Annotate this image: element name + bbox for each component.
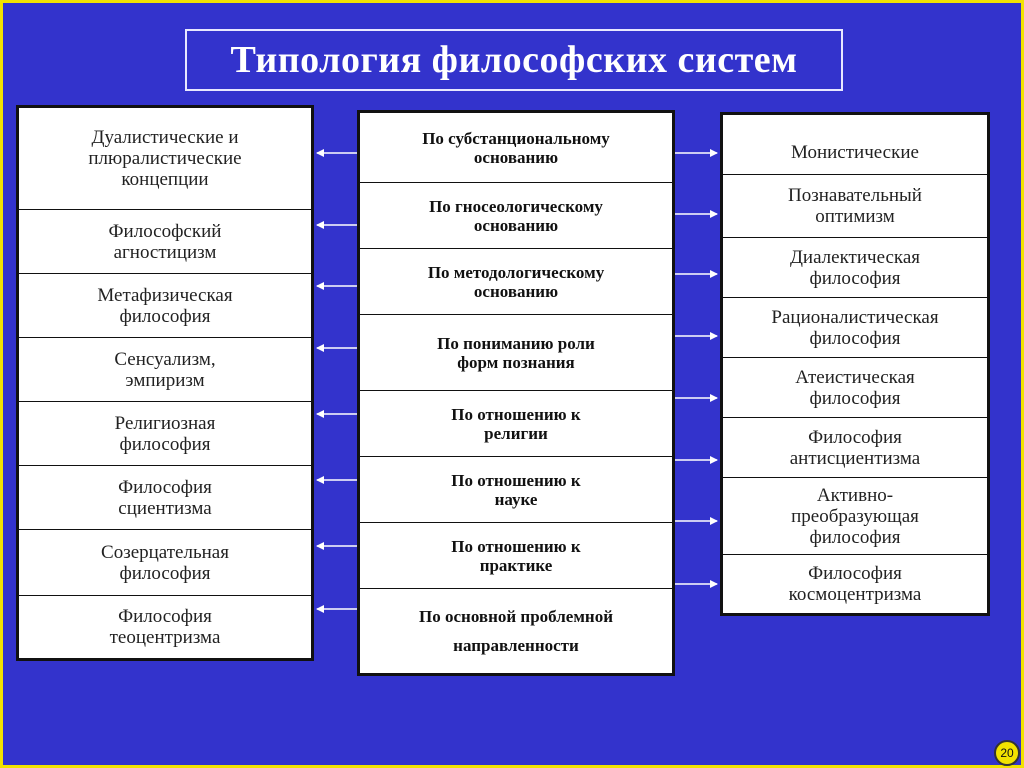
middle-item-2: [360, 183, 672, 249]
middle-item-label: По отношению к науке: [451, 470, 581, 509]
left-item-label: Религиозная философия: [114, 412, 216, 455]
left-item-6: [19, 466, 311, 530]
left-item-label: Метафизическая философия: [97, 284, 233, 327]
left-item-label: Сенсуализм, эмпиризм: [114, 348, 216, 391]
right-item-7: [723, 478, 987, 555]
right-column: [720, 112, 990, 616]
right-item-3: [723, 238, 987, 298]
left-item-label: Философия теоцентризма: [109, 606, 221, 648]
slide-title: Типология философских систем: [185, 29, 843, 91]
middle-item-label: По гносеологическому основанию: [429, 196, 603, 235]
left-item-4: [19, 338, 311, 402]
right-item-label: Монистические: [791, 142, 919, 163]
middle-column: [357, 110, 675, 676]
right-item-label: Философия антисциентизма: [789, 426, 921, 469]
middle-item-label: По отношению к практике: [451, 536, 581, 575]
right-item-label: Активно-преобразующая философия: [791, 484, 919, 548]
left-item-label: Философия сциентизма: [118, 476, 212, 519]
page-number-badge: 20: [994, 740, 1020, 766]
right-item-label: Познавательный оптимизм: [788, 185, 922, 227]
left-item-2: [19, 210, 311, 274]
slide: [3, 3, 1021, 765]
right-item-6: [723, 418, 987, 478]
left-item-3: [19, 274, 311, 338]
left-item-5: [19, 402, 311, 466]
right-item-4: [723, 298, 987, 358]
right-item-1: [723, 115, 987, 175]
right-item-label: Диалектическая философия: [789, 246, 921, 289]
left-item-label: Созерцательная философия: [101, 541, 229, 584]
left-item-1: [19, 108, 311, 210]
middle-item-5: [360, 391, 672, 457]
middle-item-6: [360, 457, 672, 523]
middle-item-label: По субстанциональному основанию: [422, 128, 610, 167]
right-item-label: Философия космоцентризма: [788, 563, 922, 605]
middle-item-label: По отношению к религии: [451, 404, 581, 443]
right-item-5: [723, 358, 987, 418]
middle-item-4: [360, 315, 672, 391]
middle-item-3: [360, 249, 672, 315]
right-item-label: Атеистическая философия: [795, 366, 915, 409]
middle-item-label: По основной проблемной направленности: [419, 607, 613, 655]
left-item-label: Дуалистические и плюралистические концепции: [88, 127, 242, 190]
right-item-2: [723, 175, 987, 238]
middle-item-1: [360, 113, 672, 183]
middle-item-label: По пониманию роли форм познания: [437, 333, 595, 372]
right-item-8: [723, 555, 987, 613]
middle-item-8: [360, 589, 672, 673]
middle-item-7: [360, 523, 672, 589]
left-item-7: [19, 530, 311, 596]
left-item-label: Философский агностицизм: [108, 220, 222, 263]
right-item-label: Рационалистическая философия: [771, 306, 939, 349]
middle-item-label: По методологическому основанию: [427, 262, 605, 301]
left-column: [16, 105, 314, 661]
left-item-8: [19, 596, 311, 658]
